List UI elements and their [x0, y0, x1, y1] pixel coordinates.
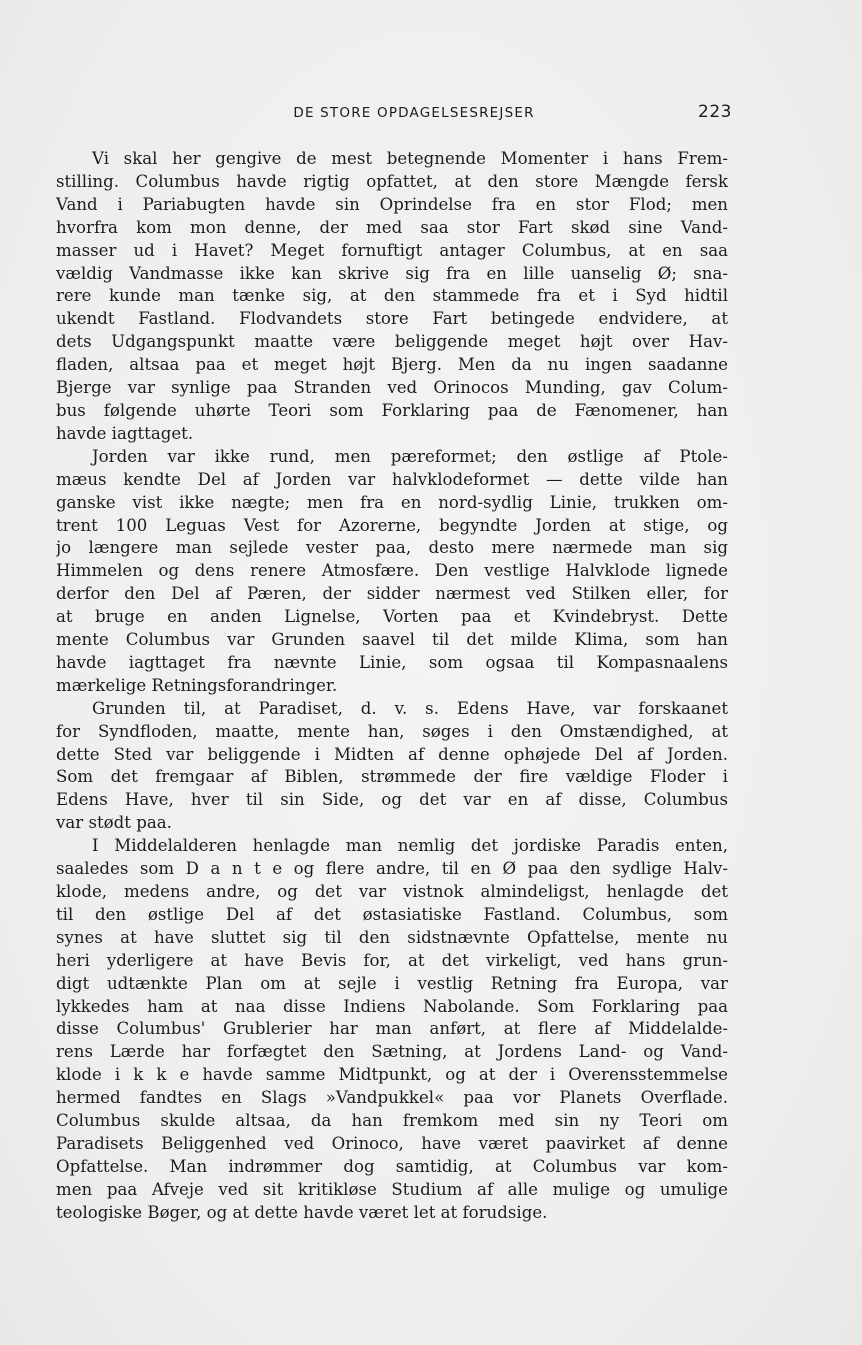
text-line: dette Sted var beliggende i Midten af denne ophøjede Del af Jorden. — [56, 744, 728, 764]
text-line: hermed fandtes en Slags »Vandpukkel« paa vor Planets Overflade. — [56, 1088, 728, 1108]
text-line: I Middelalderen henlagde man nemlig det jordiske Paradis enten, — [92, 836, 728, 856]
text-line: Jorden var ikke rund, men pæreformet; den østlige af Ptole- — [92, 446, 728, 466]
text-line: ukendt Fastland. Flodvandets store Fart betingede endvidere, at — [56, 309, 728, 329]
text-line: saaledes som D a n t e og flere andre, til en Ø paa den sydlige Halv- — [56, 859, 728, 879]
text-line: klode i k k e havde samme Midtpunkt, og at der i Overensstemmelse — [56, 1065, 728, 1085]
text-line: Opfattelse. Man indrømmer dog samtidig, at Columbus var kom- — [56, 1156, 728, 1176]
text-line: ganske vist ikke nægte; men fra en nord-sydlig Linie, trukken om- — [56, 492, 728, 512]
text-line: Som det fremgaar af Biblen, strømmede der fire vældige Floder i — [56, 767, 728, 787]
text-line: lykkedes ham at naa disse Indiens Nabolande. Som Forklaring paa — [56, 996, 728, 1016]
text-line: bus følgende uhørte Teori som Forklaring paa de Fænomener, han — [56, 400, 728, 420]
text-line: Himmelen og dens renere Atmosfære. Den vestlige Halvklode lignede — [56, 561, 728, 581]
text-line: Paradisets Beliggenhed ved Orinoco, have været paavirket af denne — [56, 1133, 728, 1153]
text-line: mærkelige Retningsforandringer. — [56, 675, 338, 695]
text-line: Bjerge var synlige paa Stranden ved Orinocos Munding, gav Colum- — [56, 378, 728, 398]
body-text — [56, 148, 728, 1225]
text-line: teologiske Bøger, og at dette havde været let at forudsige. — [56, 1202, 548, 1222]
text-line: masser ud i Havet? Meget fornuftigt antager Columbus, at en saa — [56, 240, 728, 260]
text-line: fladen, altsaa paa et meget højt Bjerg. Men da nu ingen saadanne — [56, 355, 728, 375]
text-line: hvorfra kom mon denne, der med saa stor Fart skød sine Vand- — [56, 217, 728, 237]
text-line: Grunden til, at Paradiset, d. v. s. Edens Have, var forskaanet — [92, 698, 728, 718]
text-line: vældig Vandmasse ikke kan skrive sig fra en lille uanselig Ø; sna- — [56, 263, 728, 283]
text-line: rere kunde man tænke sig, at den stammede fra et i Syd hidtil — [56, 286, 728, 306]
text-line: heri yderligere at have Bevis for, at det virkeligt, ved hans grun- — [56, 950, 728, 970]
text-line: Columbus skulde altsaa, da han fremkom med sin ny Teori om — [56, 1111, 728, 1131]
text-line: at bruge en anden Lignelse, Vorten paa et Kvindebryst. Dette — [56, 607, 728, 627]
page-number: 223 — [698, 102, 732, 122]
text-line: dets Udgangspunkt maatte være beliggende meget højt over Hav- — [56, 332, 728, 352]
running-head — [90, 102, 732, 126]
text-line: disse Columbus' Grublerier har man anført, at flere af Middelalde- — [56, 1019, 728, 1039]
text-line: Edens Have, hver til sin Side, og det var en af disse, Columbus — [56, 790, 728, 810]
text-line: for Syndfloden, maatte, mente han, søges i den Omstændighed, at — [56, 721, 728, 741]
text-line: havde iagttaget fra nævnte Linie, som ogsaa til Kompasnaalens — [56, 652, 728, 672]
text-line: jo længere man sejlede vester paa, desto mere nærmede man sig — [56, 538, 728, 558]
text-line: var stødt paa. — [56, 813, 172, 833]
running-title: DE STORE OPDAGELSESREJSER — [293, 105, 535, 121]
text-line: Vi skal her gengive de mest betegnende Momenter i hans Frem- — [92, 149, 728, 168]
text-line: havde iagttaget. — [56, 423, 194, 443]
text-line: trent 100 Leguas Vest for Azorerne, begyndte Jorden at stige, og — [56, 515, 728, 535]
text-line: rens Lærde har forfægtet den Sætning, at Jordens Land- og Vand- — [56, 1042, 728, 1062]
text-line: til den østlige Del af det østasiatiske Fastland. Columbus, som — [56, 904, 728, 924]
text-line: derfor den Del af Pæren, der sidder nærmest ved Stilken eller, for — [56, 584, 728, 604]
text-line: mente Columbus var Grunden saavel til det milde Klima, som han — [56, 630, 728, 650]
text-line: stilling. Columbus havde rigtig opfattet, at den store Mængde fersk — [56, 171, 728, 191]
text-line: Vand i Pariabugten havde sin Oprindelse fra en stor Flod; men — [56, 194, 728, 214]
text-line: digt udtænkte Plan om at sejle i vestlig Retning fra Europa, var — [56, 973, 728, 993]
text-line: men paa Afveje ved sit kritikløse Studium af alle mulige og umulige — [56, 1179, 728, 1199]
text-line: synes at have sluttet sig til den sidstnævnte Opfattelse, mente nu — [56, 927, 728, 947]
text-line: mæus kendte Del af Jorden var halvklodeformet — dette vilde han — [56, 469, 728, 489]
text-line: klode, medens andre, og det var vistnok almindeligst, henlagde det — [56, 882, 728, 901]
